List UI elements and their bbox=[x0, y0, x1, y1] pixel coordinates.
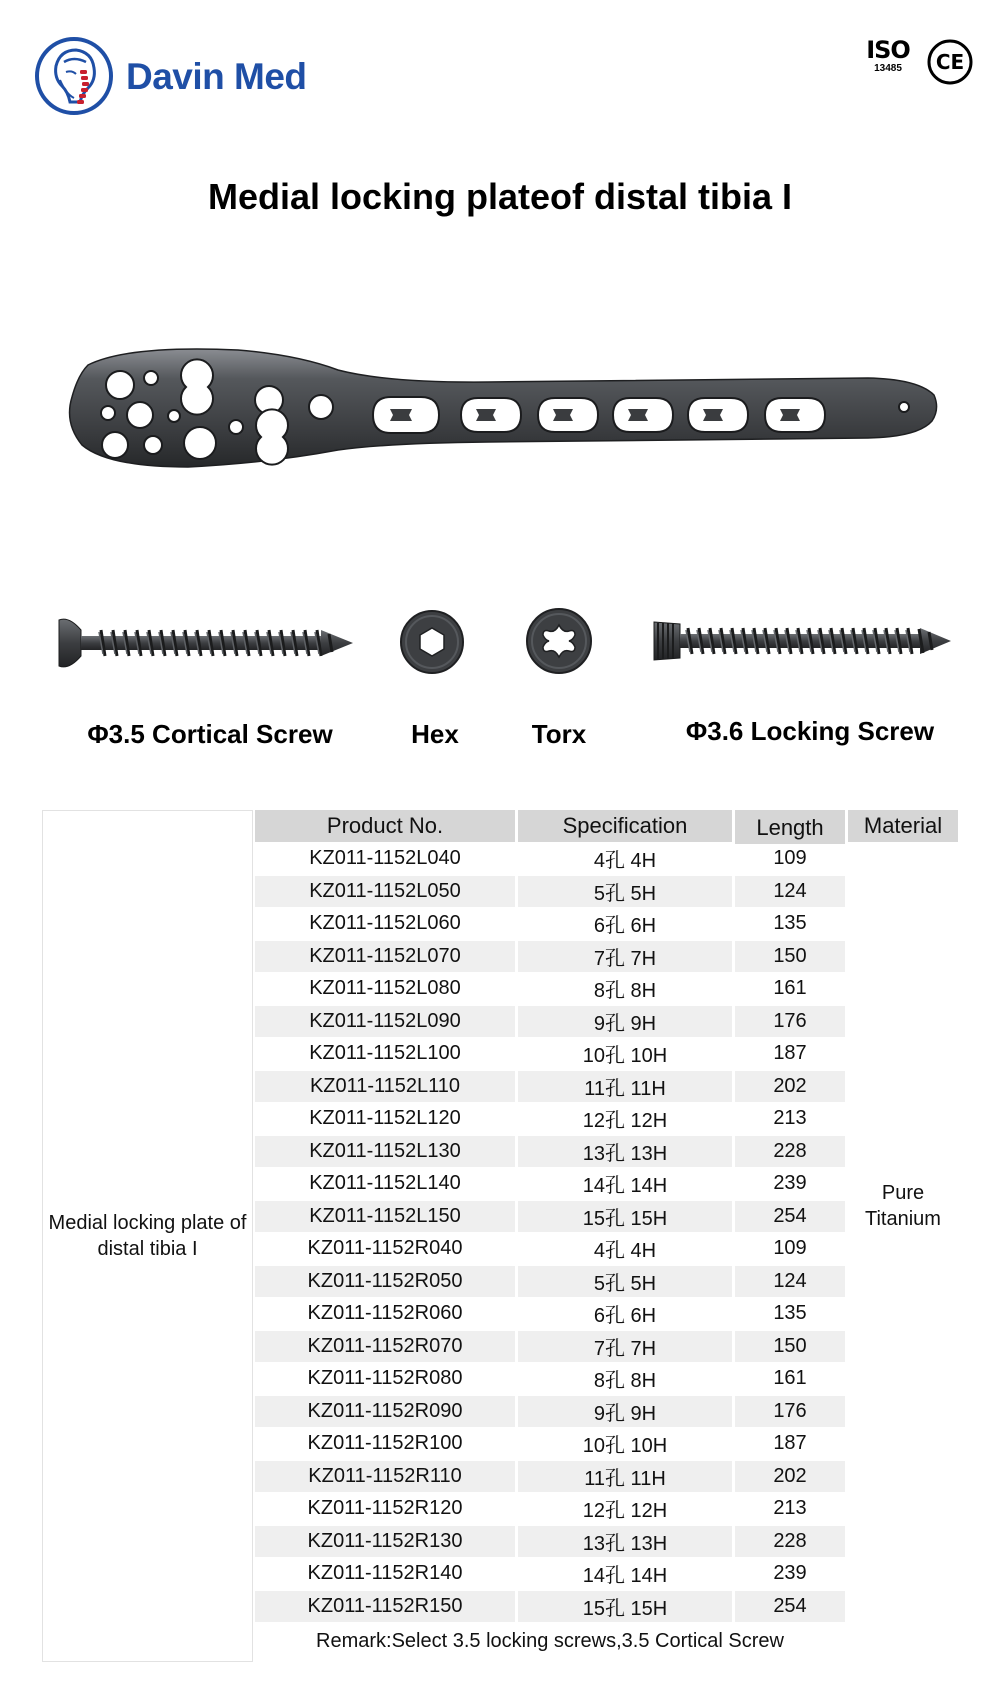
length-cell: 254 bbox=[735, 1591, 845, 1622]
product-no-cell: KZ011-1152L140 bbox=[309, 1172, 461, 1194]
length-cell: 150 bbox=[735, 1331, 845, 1362]
product-name-cell bbox=[42, 810, 253, 1662]
product-no-cell: KZ011-1152L100 bbox=[309, 1042, 461, 1064]
table-row bbox=[255, 908, 845, 941]
specification-cell: 13孔 13H bbox=[518, 1526, 732, 1557]
table-row bbox=[255, 1298, 845, 1331]
table-row bbox=[255, 1136, 845, 1169]
header-material: Material bbox=[848, 810, 958, 842]
length-cell: 213 bbox=[773, 1497, 807, 1519]
specification-cell: 7孔 7H bbox=[518, 1331, 732, 1362]
specification-cell: 4孔 4H bbox=[593, 1240, 657, 1262]
length-cell: 176 bbox=[735, 1006, 845, 1037]
torx-drive-icon bbox=[525, 607, 593, 675]
specification-cell: 10孔 10H bbox=[582, 1045, 668, 1067]
table-row bbox=[255, 1103, 845, 1136]
hex-drive-icon bbox=[399, 609, 465, 675]
table-row bbox=[255, 1558, 845, 1591]
table-row bbox=[255, 876, 845, 909]
torx-caption: Torx bbox=[531, 719, 587, 749]
specification-cell: 10孔 10H bbox=[582, 1435, 668, 1457]
length-cell: 239 bbox=[773, 1562, 807, 1584]
table-row bbox=[255, 1363, 845, 1396]
table-row bbox=[255, 1591, 845, 1624]
length-cell: 202 bbox=[735, 1071, 845, 1102]
length-cell: 161 bbox=[773, 977, 807, 999]
ce-mark-icon bbox=[926, 38, 974, 86]
table-row bbox=[255, 1461, 845, 1494]
iso-number: 13485 bbox=[874, 63, 902, 74]
table-row bbox=[255, 1168, 845, 1201]
specification-cell: 8孔 8H bbox=[593, 980, 657, 1002]
specification-cell: 14孔 14H bbox=[582, 1175, 668, 1197]
length-cell: 213 bbox=[773, 1107, 807, 1129]
specification-cell: 15孔 15H bbox=[518, 1591, 732, 1622]
length-cell: 176 bbox=[735, 1396, 845, 1427]
length-cell: 135 bbox=[773, 1302, 807, 1324]
specification-cell: 8孔 8H bbox=[593, 1370, 657, 1392]
specification-cell: 13孔 13H bbox=[518, 1136, 732, 1167]
header-specification: Specification bbox=[518, 810, 732, 842]
product-no-cell: KZ011-1152L040 bbox=[309, 847, 461, 869]
table-row bbox=[255, 1071, 845, 1104]
locking-plate-image bbox=[68, 345, 938, 475]
product-no-cell: KZ011-1152R040 bbox=[307, 1237, 463, 1259]
length-cell: 109 bbox=[773, 847, 807, 869]
length-cell: 161 bbox=[773, 1367, 807, 1389]
product-no-cell: KZ011-1152L130 bbox=[255, 1136, 515, 1167]
hex-caption: Hex bbox=[411, 719, 459, 749]
page-title: Medial locking plateof distal tibia I bbox=[207, 176, 793, 217]
specification-cell: 7孔 7H bbox=[518, 941, 732, 972]
specification-cell: 15孔 15H bbox=[518, 1201, 732, 1232]
specification-cell: 5孔 5H bbox=[518, 1266, 732, 1297]
product-no-cell: KZ011-1152R110 bbox=[255, 1461, 515, 1492]
length-cell: 254 bbox=[735, 1201, 845, 1232]
length-cell: 150 bbox=[735, 941, 845, 972]
product-no-cell: KZ011-1152L090 bbox=[255, 1006, 515, 1037]
table-row bbox=[255, 1233, 845, 1266]
header-product-no: Product No. bbox=[255, 810, 515, 842]
table-row bbox=[255, 1493, 845, 1526]
ce-mark-text: CE bbox=[935, 50, 965, 74]
davin-med-logo-icon bbox=[34, 36, 114, 116]
product-no-cell: KZ011-1152L110 bbox=[255, 1071, 515, 1102]
cortical-screw-image bbox=[55, 612, 355, 674]
length-cell: 202 bbox=[735, 1461, 845, 1492]
product-no-cell: KZ011-1152R070 bbox=[255, 1331, 515, 1362]
product-no-cell: KZ011-1152R050 bbox=[255, 1266, 515, 1297]
length-cell: 239 bbox=[773, 1172, 807, 1194]
product-no-cell: KZ011-1152L060 bbox=[309, 912, 461, 934]
table-row bbox=[255, 1428, 845, 1461]
material-value: Pure Titanium bbox=[865, 1182, 941, 1230]
product-no-cell: KZ011-1152R130 bbox=[255, 1526, 515, 1557]
product-no-cell: KZ011-1152R120 bbox=[307, 1497, 463, 1519]
length-cell: 124 bbox=[735, 1266, 845, 1297]
specification-cell: 11孔 11H bbox=[518, 1071, 732, 1102]
product-no-cell: KZ011-1152L050 bbox=[255, 876, 515, 907]
specification-cell: 9孔 9H bbox=[518, 1396, 732, 1427]
length-cell: 124 bbox=[735, 876, 845, 907]
specification-cell: 11孔 11H bbox=[518, 1461, 732, 1492]
iso-certification-badge bbox=[862, 37, 914, 87]
length-cell: 228 bbox=[735, 1526, 845, 1557]
length-cell: 187 bbox=[773, 1432, 807, 1454]
length-cell: 109 bbox=[773, 1237, 807, 1259]
locking-screw-image bbox=[652, 616, 952, 666]
specification-cell: 9孔 9H bbox=[518, 1006, 732, 1037]
table-row bbox=[255, 1038, 845, 1071]
product-no-cell: KZ011-1152L080 bbox=[309, 977, 461, 999]
product-no-cell: KZ011-1152R100 bbox=[307, 1432, 463, 1454]
table-remark: Remark:Select 3.5 locking screws,3.5 Cortical Screw bbox=[316, 1629, 784, 1652]
table-row bbox=[255, 973, 845, 1006]
product-no-cell: KZ011-1152R090 bbox=[255, 1396, 515, 1427]
table-row bbox=[255, 1006, 845, 1039]
specification-cell: 12孔 12H bbox=[582, 1500, 668, 1522]
header-length: Length bbox=[735, 810, 845, 844]
specification-cell: 6孔 6H bbox=[593, 1305, 657, 1327]
table-row bbox=[255, 1331, 845, 1364]
product-no-cell: KZ011-1152L120 bbox=[309, 1107, 461, 1129]
length-cell: 228 bbox=[735, 1136, 845, 1167]
specification-cell: 12孔 12H bbox=[582, 1110, 668, 1132]
brand-name: Davin Med bbox=[126, 56, 307, 97]
specification-cell: 6孔 6H bbox=[593, 915, 657, 937]
specification-cell: 4孔 4H bbox=[593, 850, 657, 872]
table-row bbox=[255, 1396, 845, 1429]
iso-word: ISO bbox=[866, 36, 910, 64]
product-no-cell: KZ011-1152R080 bbox=[307, 1367, 463, 1389]
product-no-cell: KZ011-1152R060 bbox=[307, 1302, 463, 1324]
table-row bbox=[255, 1266, 845, 1299]
specification-table bbox=[42, 810, 958, 1663]
product-no-cell: KZ011-1152L070 bbox=[255, 941, 515, 972]
cortical-screw-caption: Φ3.5 Cortical Screw bbox=[87, 719, 333, 749]
product-no-cell: KZ011-1152R150 bbox=[255, 1591, 515, 1622]
product-no-cell: KZ011-1152L150 bbox=[255, 1201, 515, 1232]
material-cell bbox=[848, 842, 958, 1570]
table-row bbox=[255, 1201, 845, 1234]
specification-cell: 14孔 14H bbox=[582, 1565, 668, 1587]
product-no-cell: KZ011-1152R140 bbox=[307, 1562, 463, 1584]
table-row bbox=[255, 941, 845, 974]
length-cell: 135 bbox=[773, 912, 807, 934]
table-row bbox=[255, 843, 845, 876]
product-name: Medial locking plate of distal tibia I bbox=[48, 1212, 247, 1260]
length-cell: 187 bbox=[773, 1042, 807, 1064]
table-row bbox=[255, 1526, 845, 1559]
specification-cell: 5孔 5H bbox=[518, 876, 732, 907]
locking-screw-caption: Φ3.6 Locking Screw bbox=[685, 716, 935, 746]
